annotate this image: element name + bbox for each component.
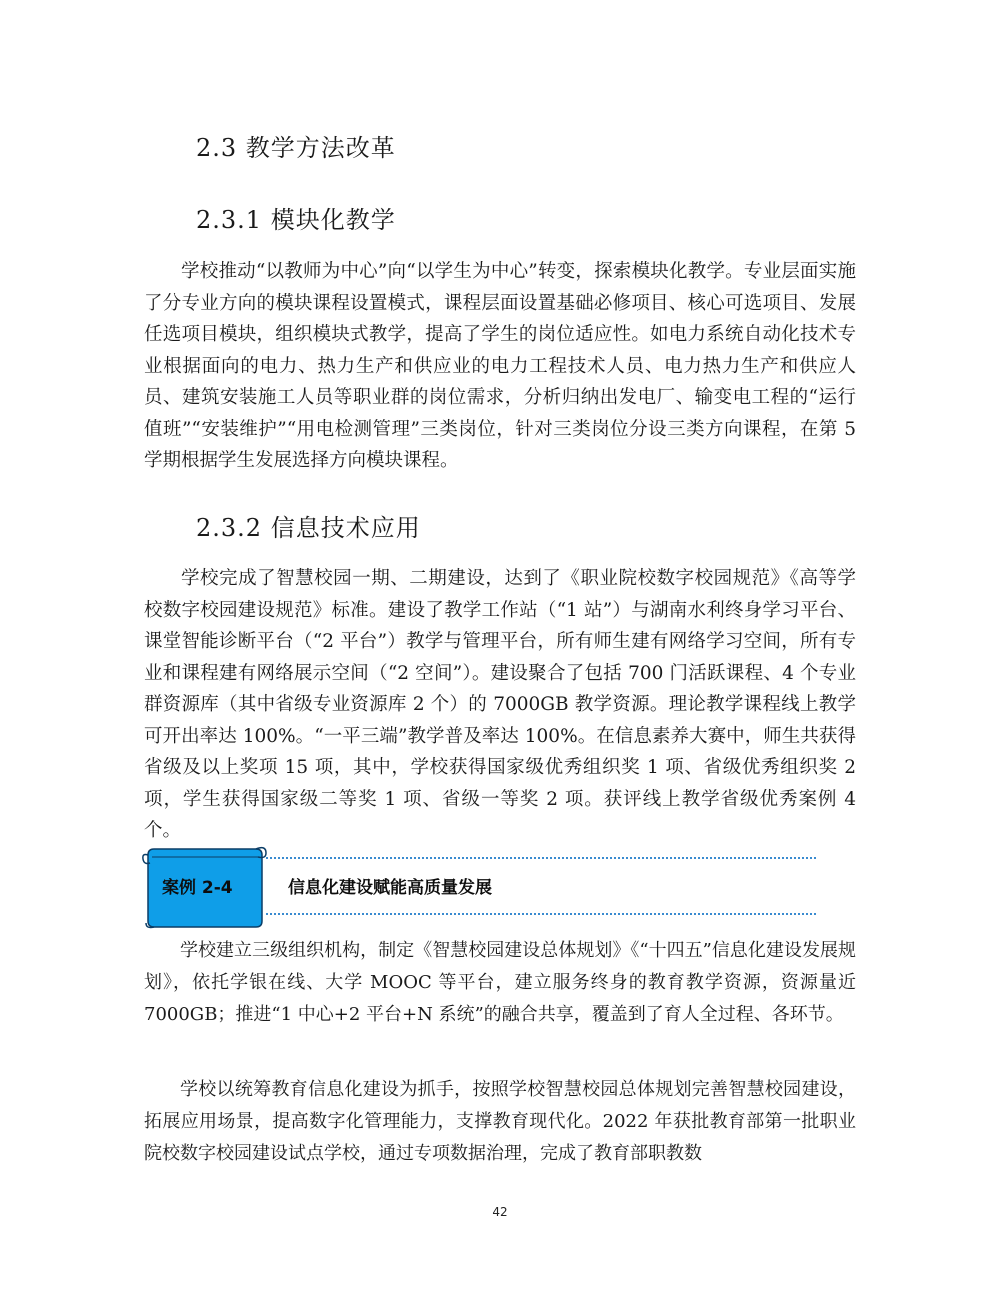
section-heading-2-3: 2.3 教学方法改革 <box>196 134 396 162</box>
section-heading-2-3-1: 2.3.1 模块化教学 <box>196 206 396 234</box>
dotted-divider-bottom <box>266 913 816 915</box>
case-paragraph-1: 学校建立三级组织机构，制定《智慧校园建设总体规划》《“十四五”信息化建设发展规划》，依托学银在线、大学 MOOC 等平台，建立服务终身的教育教学资源，资源量近 7000GB；推进“1 中心+2 平台+N 系统”的融合共享，覆盖到了育人全过程、各环节。 <box>144 940 856 1025</box>
paragraph-modular-teaching: 学校推动“以教师为中心”向“以学生为中心”转变，探索模块化教学。专业层面实施了分专业方向的模块课程设置模式，课程层面设置基础必修项目、核心可选项目、发展任选项目模块，组织模块式教学，提高了学生的岗位适应性。如电力系统自动化技术专业根据面向的电力、热力生产和供应业的电力工程技术人员、电力热力生产和供应人员、建筑安装施工人员等职业群的岗位需求，分析归纳出发电厂、输变电工程的“运行值班”“安装维护”“用电检测管理”三类岗位，针对三类岗位分设三类方向课程，在第 5 学期根据学生发展选择方向模块课程。 <box>144 261 856 471</box>
paragraph-information-technology: 学校完成了智慧校园一期、二期建设，达到了《职业院校数字校园规范》《高等学校数字校园建设规范》标准。建设了教学工作站（“1 站”）与湖南水利终身学习平台、课堂智能诊断平台（“2 平台”）教学与管理平台，所有师生建有网络学习空间，所有专业和课程建有网络展示空间（“2 空间”）。建设聚合了包括 700 门活跃课程、4 个专业群资源库（其中省级专业资源库 2 个）的 7000GB 教学资源。理论教学课程线上教学可开出率达 100%。“一平三端”教学普及率达 100%。在信息素养大赛中，师生共获得省级及以上奖项 15 项，其中，学校获得国家级优秀组织奖 1 项、省级优秀组织奖 2 项，学生获得国家级二等奖 1 项、省级一等奖 2 项。获评线上教学省级优秀案例 4 个。 <box>144 568 856 841</box>
case-banner <box>140 843 820 929</box>
dotted-divider-top <box>266 857 816 859</box>
section-heading-2-3-2: 2.3.2 信息技术应用 <box>196 514 421 542</box>
case-title: 信息化建设赋能高质量发展 <box>288 878 492 898</box>
case-paragraph-2: 学校以统筹教育信息化建设为抓手，按照学校智慧校园总体规划完善智慧校园建设，拓展应用场景，提高数字化管理能力，支撑教育现代化。2022 年获批教育部第一批职业院校数字校园建设试点学校，通过专项数据治理，完成了教育部职教数 <box>144 1079 856 1164</box>
page-number: 42 <box>492 1205 508 1219</box>
case-label: 案例 2-4 <box>162 878 233 898</box>
